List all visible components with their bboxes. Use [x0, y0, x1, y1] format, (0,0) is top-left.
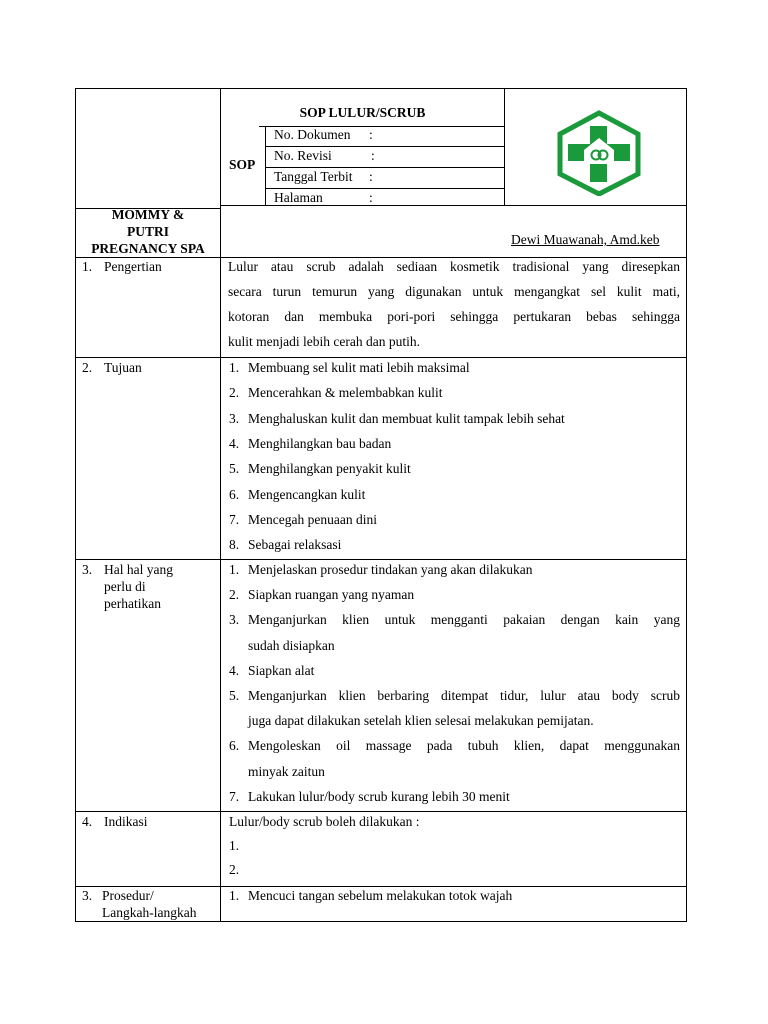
list-item-line: Menganjurkan klien untuk mengganti pakaian dengan kain yang	[248, 612, 680, 628]
section-number: 3.	[82, 562, 93, 577]
meta-label: Tanggal Terbit	[274, 169, 353, 184]
indikasi-item: 1.	[229, 838, 240, 853]
meta-sep: :	[369, 169, 373, 184]
meta-sep: :	[369, 190, 373, 205]
list-item-line: Menjelaskan prosedur tindakan yang akan dilakukan	[248, 562, 533, 577]
puskesmas-logo-icon	[556, 110, 642, 196]
list-item: Membuang sel kulit mati lebih maksimal	[248, 360, 470, 375]
section-label-line: Prosedur/	[102, 888, 154, 903]
org-name-line: MOMMY &	[111, 207, 185, 222]
list-item-number: 2.	[229, 385, 240, 401]
list-item: Mencegah penuaan dini	[248, 511, 377, 527]
list-item: Mengencangkan kulit	[248, 486, 366, 502]
meta-label: Halaman	[274, 190, 323, 205]
list-item-number: 5.	[229, 461, 240, 477]
list-item: Mencuci tangan sebelum melakukan totok wajah	[248, 888, 513, 903]
list-item-number: 4.	[229, 662, 240, 678]
sop-label: SOP	[229, 157, 256, 172]
list-item: Menghilangkan bau badan	[248, 435, 392, 451]
list-item-number: 1.	[229, 360, 240, 375]
section-label: Indikasi	[104, 814, 148, 829]
paragraph-line: secara turun temurun yang digunakan untuk mengangkat sel kulit mati,	[228, 284, 680, 299]
list-item-number: 7.	[229, 788, 240, 804]
list-item-line: Siapkan alat	[248, 662, 315, 678]
paragraph-line: kulit menjadi lebih cerah dan putih.	[228, 334, 420, 349]
list-item-number: 6.	[229, 486, 240, 502]
list-item-number: 2.	[229, 587, 240, 603]
section-number: 1.	[82, 259, 93, 274]
meta-sep: :	[371, 148, 375, 163]
list-item-number: 6.	[229, 738, 240, 754]
list-item: Sebagai relaksasi	[248, 537, 342, 553]
section-number: 2.	[82, 360, 93, 375]
org-name-line: PREGNANCY SPA	[91, 241, 205, 256]
list-item-line: Menganjurkan klien berbaring ditempat tidur, lulur atau body scrub	[248, 688, 680, 703]
signer-name: Dewi Muawanah, Amd.keb	[511, 232, 660, 247]
meta-label: No. Dokumen	[274, 127, 351, 142]
list-item-line: Lakukan lulur/body scrub kurang lebih 30 menit	[248, 788, 510, 804]
list-item-number: 7.	[229, 511, 240, 527]
indikasi-intro: Lulur/body scrub boleh dilakukan :	[229, 814, 420, 829]
section-label-line: Hal hal yang	[104, 562, 173, 577]
section-label: Pengertian	[104, 259, 162, 274]
list-item-number: 1.	[229, 562, 240, 577]
indikasi-item: 2.	[229, 862, 240, 877]
section-number: 4.	[82, 814, 93, 829]
list-item-number: 3.	[229, 410, 240, 426]
list-item: Menghaluskan kulit dan membuat kulit tampak lebih sehat	[248, 410, 565, 426]
list-item-number: 1.	[229, 888, 240, 903]
list-item-line: juga dapat dilakukan setelah klien selesai melakukan pemijatan.	[248, 713, 594, 729]
paragraph-line: Lulur atau scrub adalah sediaan kosmetik tradisional yang diresepkan	[228, 259, 680, 274]
list-item-line: sudah disiapkan	[248, 637, 335, 653]
meta-label: No. Revisi	[274, 148, 332, 163]
list-item-number: 4.	[229, 435, 240, 451]
paragraph-line: kotoran dan membuka pori-pori sehingga pertukaran bebas sehingga	[228, 309, 680, 324]
list-item-number: 8.	[229, 537, 240, 553]
list-item-number: 5.	[229, 688, 240, 703]
list-item: Menghilangkan penyakit kulit	[248, 461, 411, 477]
org-name-line: PUTRI	[126, 224, 169, 239]
section-label: Tujuan	[104, 360, 142, 375]
document-title: SOP LULUR/SCRUB	[299, 105, 426, 120]
section-number: 3.	[82, 888, 93, 903]
list-item-line: Siapkan ruangan yang nyaman	[248, 587, 415, 603]
section-label-line: Langkah-langkah	[102, 905, 197, 920]
meta-sep: :	[369, 127, 373, 142]
list-item-line: Mengoleskan oil massage pada tubuh klien, dapat menggunakan	[248, 738, 680, 754]
section-label-line: perlu di	[104, 579, 146, 594]
list-item-line: minyak zaitun	[248, 763, 325, 779]
section-label-line: perhatikan	[104, 596, 161, 611]
list-item: Mencerahkan & melembabkan kulit	[248, 385, 443, 401]
list-item-number: 3.	[229, 612, 240, 628]
